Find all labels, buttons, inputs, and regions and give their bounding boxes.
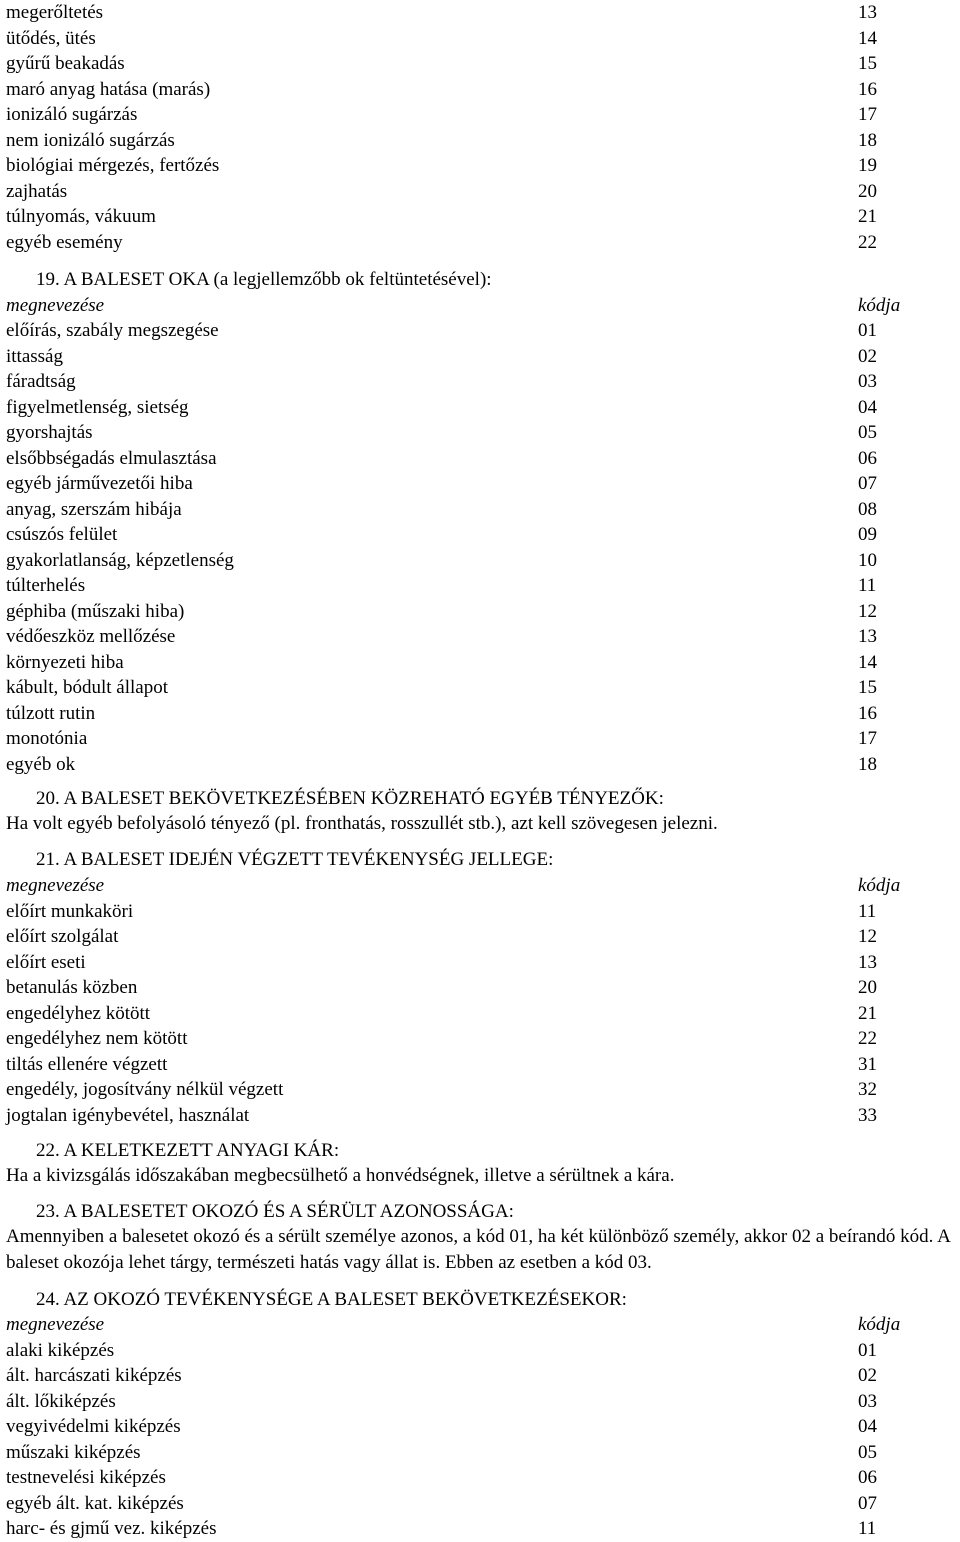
list-item: elsőbbségadás elmulasztása 06 [6, 447, 877, 469]
section-title: 21. A BALESET IDEJÉN VÉGZETT TEVÉKENYSÉG JELLEGE: [36, 849, 554, 870]
list-item: jogtalan igénybevétel, használat 33 [6, 1104, 877, 1126]
list-item: előírt munkaköri 11 [6, 900, 877, 922]
list-item: fáradtság 03 [6, 371, 877, 392]
list-item: gyűrű beakadás 15 [6, 53, 877, 74]
section-text: Amennyiben a balesetet okozó és a sérült személye azonos, a kód 01, ha két különböző személy, akkor 02 a beírandó kód. A baleset okozója lehet tárgy, természeti hatás vagy állat is. Ebben az esetben a kód 03. [6, 1226, 950, 1273]
list-item: vegyivédelmi kiképzés 04 [6, 1416, 877, 1437]
list-item: megerőltetés 13 [6, 2, 877, 23]
list-item: előírás, szabály megszegése 01 [6, 320, 877, 341]
list-item: ionizáló sugárzás 17 [6, 104, 877, 125]
list-item: előírt eseti 13 [6, 951, 877, 973]
list-item: egyéb járművezetői hiba 07 [6, 473, 877, 494]
list-item: túlterhelés 11 [6, 575, 877, 596]
list-item: túlnyomás, vákuum 21 [6, 206, 877, 227]
column-header: megnevezése kódja [6, 1314, 901, 1335]
list-item: engedélyhez nem kötött 22 [6, 1028, 877, 1049]
list-item: védőeszköz mellőzése 13 [6, 626, 877, 647]
list-item: gyakorlatlanság, képzetlenség 10 [6, 549, 877, 571]
list-item: anyag, szerszám hibája 08 [6, 498, 877, 520]
list-item: ittasság 02 [6, 345, 877, 367]
list-item: környezeti hiba 14 [6, 651, 877, 673]
list-item: csúszós felület 09 [6, 524, 877, 545]
list-item: engedély, jogosítvány nélkül végzett 32 [6, 1079, 877, 1100]
list-item: biológiai mérgezés, fertőzés 19 [6, 155, 877, 176]
section-title: 23. A BALESETET OKOZÓ ÉS A SÉRÜLT AZONOSSÁGA: [36, 1201, 514, 1222]
column-header: megnevezése kódja [6, 294, 901, 316]
list-item: nem ionizáló sugárzás 18 [6, 129, 877, 151]
list-item: monotónia 17 [6, 728, 877, 749]
section-title: 20. A BALESET BEKÖVETKEZÉSÉBEN KÖZREHATÓ EGYÉB TÉNYEZŐK: [36, 788, 664, 809]
list-item: egyéb esemény 22 [6, 231, 877, 253]
section-text: Ha a kivizsgálás időszakában megbecsülhető a honvédségnek, illetve a sérültnek a kára. [6, 1165, 675, 1186]
list-item: ált. harcászati kiképzés 02 [6, 1365, 877, 1386]
list-item: túlzott rutin 16 [6, 702, 877, 724]
section-text: Ha volt egyéb befolyásoló tényező (pl. fronthatás, rosszullét stb.), azt kell szövegesen jelezni. [6, 813, 718, 834]
list-item: egyéb ált. kat. kiképzés 07 [6, 1492, 877, 1514]
list-item: gyorshajtás 05 [6, 422, 877, 443]
list-item: egyéb ok 18 [6, 753, 877, 775]
list-item: alaki kiképzés 01 [6, 1339, 877, 1361]
list-item: betanulás közben 20 [6, 977, 877, 998]
list-item: előírt szolgálat 12 [6, 926, 877, 947]
list-item: harc- és gjmű vez. kiképzés 11 [6, 1518, 877, 1539]
list-item: tiltás ellenére végzett 31 [6, 1053, 877, 1075]
list-item: ált. lőkiképzés 03 [6, 1390, 877, 1412]
list-item: zajhatás 20 [6, 180, 877, 202]
list-item: figyelmetlenség, sietség 04 [6, 396, 877, 418]
list-item: kábult, bódult állapot 15 [6, 677, 877, 698]
section-title: 19. A BALESET OKA (a legjellemzőbb ok feltüntetésével): [36, 269, 492, 290]
section-title: 22. A KELETKEZETT ANYAGI KÁR: [36, 1140, 340, 1161]
list-item: testnevelési kiképzés 06 [6, 1467, 877, 1488]
column-header: megnevezése kódja [6, 875, 901, 896]
list-item: engedélyhez kötött 21 [6, 1002, 877, 1024]
list-item: géphiba (műszaki hiba) 12 [6, 600, 877, 622]
list-item: műszaki kiképzés 05 [6, 1441, 877, 1463]
list-item: ütődés, ütés 14 [6, 27, 877, 49]
list-item: maró anyag hatása (marás) 16 [6, 78, 877, 100]
section-title: 24. AZ OKOZÓ TEVÉKENYSÉGE A BALESET BEKÖVETKEZÉSEKOR: [36, 1289, 627, 1310]
